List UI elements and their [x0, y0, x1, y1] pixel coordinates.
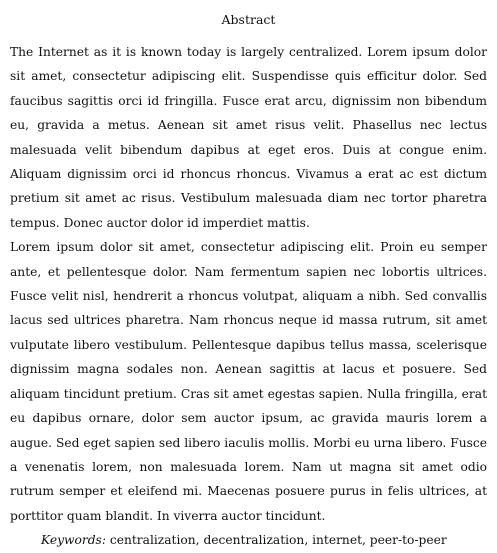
keywords-list: centralization, decentralization, internet, peer-to-peer — [109, 533, 447, 548]
abstract-heading: Abstract — [221, 12, 276, 27]
keywords-label: Keywords: — [41, 533, 106, 548]
abstract-paragraph-1: The Internet as it is known today is largely centralized. Lorem ipsum dolor sit amet, consectetur adipiscing elit. Suspendisse quis efficitur dolor. Sed faucibus sagittis orci id fringilla. Fusce erat arcu, dignissim non bibendum eu, gravida a metus. Aenean sit amet risus velit. Phasellus nec lectus malesuada velit bibendum dapibus at eget eros. Duis at congue enim. Aliquam dignissim orci id rhoncus rhoncus. Vivamus a erat ac est dictum pretium sit amet ac risus. Vestibulum malesuada diam nec tortor pharetra tempus. Donec auctor dolor id imperdiet mattis. — [10, 45, 487, 230]
paper-page — [10, 0, 487, 553]
abstract-paragraph-2: Lorem ipsum dolor sit amet, consectetur adipiscing elit. Proin eu semper ante, et pellentesque dolor. Nam fermentum sapien nec lobortis ultrices. Fusce velit nisl, hendrerit a rhoncus volutpat, aliquam a nibh. Sed convallis lacus sed ultrices pharetra. Nam rhoncus neque id massa rutrum, sit amet vulputate libero vestibulum. Pellentesque dapibus tellus massa, scelerisque dignissim magna sodales non. Aenean sagittis at lacus et posuere. Sed aliquam tincidunt pretium. Cras sit amet egestas sapien. Nulla fringilla, erat eu dapibus ornare, dolor sem auctor ipsum, ac gravida mauris lorem a augue. Sed eget sapien sed libero iaculis mollis. Morbi eu urna libero. Fusce a venenatis lorem, non malesuada lorem. Nam ut magna sit amet odio rutrum semper et eleifend mi. Maecenas posuere purus in felis ultrices, at porttitor quam blandit. In viverra auctor tincidunt. — [10, 240, 487, 523]
keywords-line — [10, 528, 487, 552]
